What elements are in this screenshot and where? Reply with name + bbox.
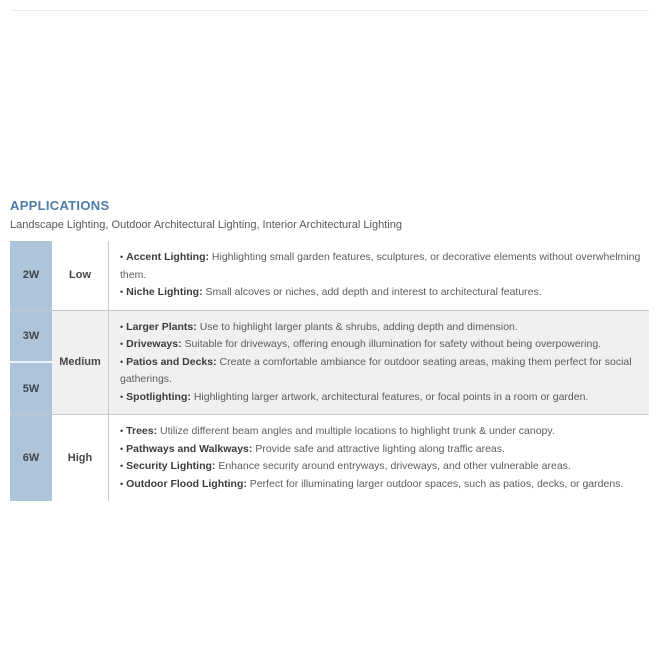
bullet-text: Highlighting larger artwork, architectural features, or focal points in a room or garden. [193, 390, 589, 403]
list-item [120, 319, 643, 337]
bullet-lead: Trees: [126, 425, 158, 437]
bullet-icon: • [120, 252, 124, 262]
bullet-icon: • [120, 287, 124, 297]
bullet-text: Create a comfortable ambiance for outdoor seating areas, making them perfect for social gatherings. [120, 355, 632, 385]
bullet-icon: • [120, 426, 124, 436]
top-divider [10, 10, 649, 11]
bullet-icon: • [120, 443, 124, 454]
bullet-lead: Pathways and Walkways: [126, 442, 253, 455]
table-row [10, 310, 649, 415]
bullet-icon: • [120, 321, 124, 332]
list-item [120, 249, 643, 284]
bullet-lead: Patios and Decks: [126, 355, 217, 368]
list-item [120, 441, 643, 459]
bullet-lead: Accent Lighting: [126, 251, 209, 263]
bullet-lead: Outdoor Flood Lighting: [126, 477, 247, 490]
list-item [120, 458, 643, 476]
bullet-lead: Security Lighting: [126, 460, 216, 472]
bullet-lead: Larger Plants: [126, 320, 197, 333]
list-item [120, 336, 643, 354]
level-cell: High [52, 415, 109, 501]
list-item [120, 423, 643, 441]
bullet-lead: Driveways: [126, 338, 182, 350]
bullet-text: Perfect for illuminating larger outdoor spaces, such as patios, decks, or gardens. [249, 477, 624, 490]
wattage-cell: 6W [10, 415, 52, 501]
wattage-column [10, 311, 52, 415]
bullet-list [109, 415, 649, 501]
bullet-list [109, 311, 649, 415]
bullet-text: Enhance security around entryways, driveways, and other vulnerable areas. [218, 460, 571, 472]
bullet-icon: • [120, 391, 124, 402]
bullet-icon: • [120, 356, 124, 367]
list-item [120, 476, 643, 494]
bullet-text: Suitable for driveways, offering enough illumination for safety without being overpowering. [184, 338, 602, 350]
level-cell: Low [52, 241, 109, 310]
bullet-icon: • [120, 339, 124, 349]
bullet-lead: Spotlighting: [126, 390, 191, 403]
list-item [120, 389, 643, 407]
bullet-icon: • [120, 461, 124, 471]
applications-section [10, 198, 649, 501]
bullet-text: Highlighting small garden features, sculptures, or decorative elements without overwhelming them. [120, 251, 641, 281]
list-item [120, 284, 643, 302]
bullet-text: Utilize different beam angles and multiple locations to highlight trunk & under canopy. [160, 425, 555, 437]
wattage-column [10, 241, 52, 310]
wattage-column [10, 415, 52, 501]
bullet-text: Use to highlight larger plants & shrubs, adding depth and dimension. [199, 320, 518, 333]
section-subtitle: Landscape Lighting, Outdoor Architectural Lighting, Interior Architectural Lighting [10, 219, 402, 231]
bullet-lead: Niche Lighting: [126, 286, 203, 298]
section-title: APPLICATIONS [10, 198, 110, 213]
table-row [10, 414, 649, 501]
wattage-cell: 2W [10, 241, 52, 310]
level-cell: Medium [52, 311, 109, 415]
applications-table [10, 241, 649, 501]
wattage-cell: 5W [10, 361, 52, 414]
bullet-icon: • [120, 478, 124, 489]
bullet-text: Small alcoves or niches, add depth and interest to architectural features. [205, 286, 542, 298]
bullet-text: Provide safe and attractive lighting along traffic areas. [255, 442, 505, 455]
bullet-list [109, 241, 649, 310]
wattage-cell: 3W [10, 311, 52, 362]
list-item [120, 354, 643, 389]
table-row [10, 241, 649, 310]
